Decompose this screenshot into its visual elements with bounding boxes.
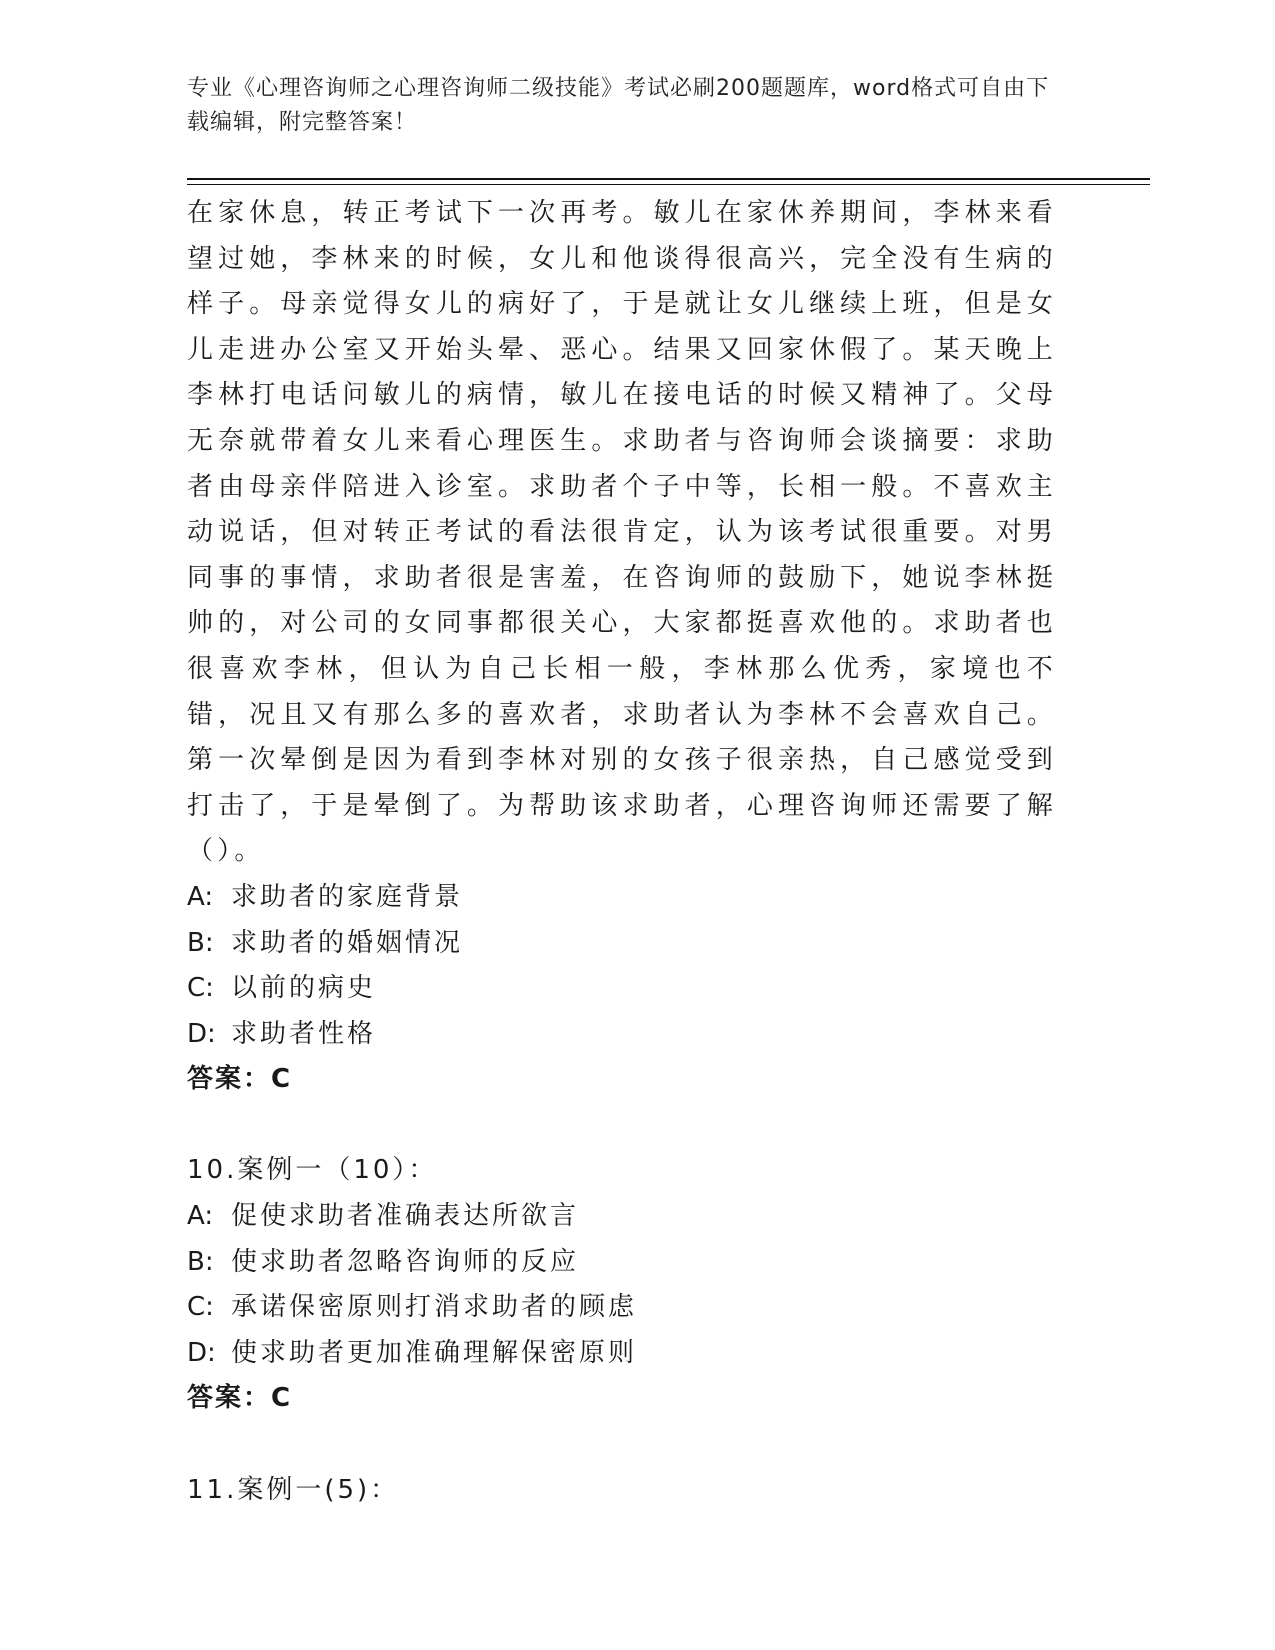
answer: 答案：C xyxy=(187,1383,293,1414)
option-b xyxy=(187,921,1057,967)
option-text: 求助者的婚姻情况 xyxy=(231,927,464,958)
spacer xyxy=(187,1103,1057,1149)
option-text: 承诺保密原则打消求助者的顾虑 xyxy=(231,1292,638,1323)
question-stem: 在家休息，转正考试下一次再考。敏儿在家休养期间，李林来看望过她，李林来的时候，女儿和他谈得很高兴，完全没有生病的样子。母亲觉得女儿的病好了，于是就让女儿继续上班，但是女儿走进办公室又开始头晕、恶心。结果又回家休假了。某天晚上李林打电话问敏儿的病情，敏儿在接电话的时候又精神了。父母无奈就带着女儿来看心理医生。求助者与咨询师会谈摘要：求助者由母亲伴陪进入诊室。求助者个子中等，长相一般。不喜欢主动说话，但对转正考试的看法很肯定，认为该考试很重要。对男同事的事情，求助者很是害羞，在咨询师的鼓励下，她说李林挺帅的，对公司的女同事都很关心，大家都挺喜欢他的。求助者也很喜欢李林，但认为自己长相一般，李林那么优秀，家境也不错，况且又有那么多的喜欢者，求助者认为李林不会喜欢自己。第一次晕倒是因为看到李林对别的女孩子很亲热，自己感觉受到打击了，于是晕倒了。为帮助该求助者，心理咨询师还需要了解（）。 xyxy=(187,198,1057,867)
header-rule-thick xyxy=(187,178,1150,180)
question-11 xyxy=(187,1468,1057,1514)
document-header xyxy=(187,72,1067,140)
question-9 xyxy=(187,191,1057,1103)
question-10 xyxy=(187,1148,1057,1422)
option-letter: B: xyxy=(187,927,214,958)
option-text: 求助者的家庭背景 xyxy=(231,881,464,912)
option-letter: C: xyxy=(187,1292,214,1323)
option-text: 使求助者更加准确理解保密原则 xyxy=(231,1337,638,1368)
option-letter: A: xyxy=(187,881,214,912)
option-letter: B: xyxy=(187,1246,214,1277)
option-letter: A: xyxy=(187,1201,214,1232)
option-text: 促使求助者准确表达所欲言 xyxy=(231,1201,580,1232)
option-letter: D: xyxy=(187,1018,216,1049)
option-text: 使求助者忽略咨询师的反应 xyxy=(231,1246,580,1277)
option-d xyxy=(187,1331,1057,1377)
option-c xyxy=(187,1285,1057,1331)
header-title: 专业《心理咨询师之心理咨询师二级技能》考试必刷200题题库，word格式可自由下载编辑，附完整答案！ xyxy=(187,76,1050,135)
option-b xyxy=(187,1240,1057,1286)
question-title: 11.案例一(5)： xyxy=(187,1474,400,1505)
answer: 答案：C xyxy=(187,1064,293,1095)
document-body xyxy=(187,191,1057,1513)
option-a xyxy=(187,1194,1057,1240)
spacer xyxy=(187,1422,1057,1468)
option-c xyxy=(187,966,1057,1012)
header-rule-thin xyxy=(187,184,1150,185)
question-title: 10.案例一（10）： xyxy=(187,1155,438,1186)
option-text: 以前的病史 xyxy=(231,973,377,1004)
option-letter: D: xyxy=(187,1337,216,1368)
option-letter: C: xyxy=(187,973,214,1004)
option-text: 求助者性格 xyxy=(231,1018,377,1049)
option-a xyxy=(187,875,1057,921)
option-d xyxy=(187,1012,1057,1058)
